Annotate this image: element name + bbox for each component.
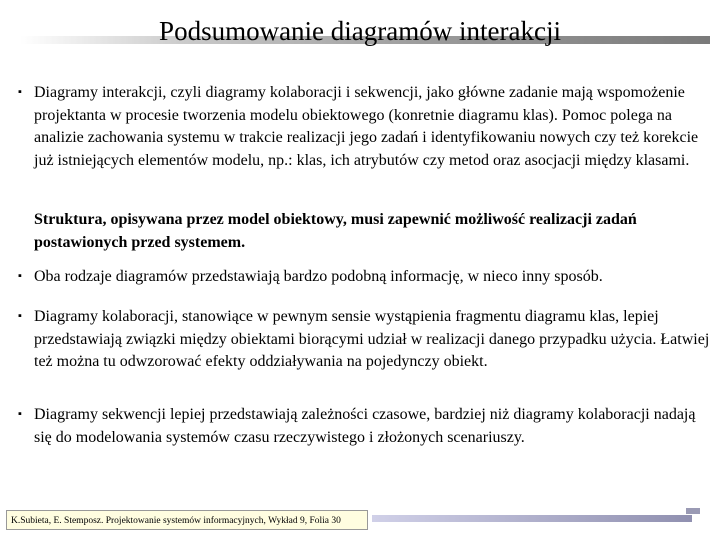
bullet-3 [18,305,720,374]
bullet-marker-icon: ▪ [18,270,22,282]
slide-title: Podsumowanie diagramów interakcji [159,16,561,46]
bullet-4-text: Diagramy sekwencji lepiej przedstawiają zależności czasowe, bardziej niż diagramy kolaboracji nadają się do modelowania systemów czasu rzeczywistego i złożonych scenariuszy. [34,406,696,446]
footer-citation: K.Subieta, E. Stemposz. Projektowanie systemów informacyjnych, Wykład 9, Folia 30 [6,510,368,530]
bullet-marker-icon: ▪ [18,86,22,98]
bullet-2-text: Oba rodzaje diagramów przedstawiają bardzo podobną informację, w nieco inny sposób. [34,268,603,285]
bullet-4 [18,403,704,449]
bullet-1-text: Diagramy interakcji, czyli diagramy kolaboracji i sekwencji, jako główne zadanie mają wspomożenie projektanta w procesie tworzenia modelu obiektowego (konretnie diagramu klas). Pomoc polega na analizie zachowania systemu w trakcie realizacji jego zadań i identyfikowaniu nowych czy też korekcie już istniejących elementów modelu, np.: klas, ich atrybutów czy metod oraz asocjacji między klasami. [34,84,699,169]
emphasis-statement: Struktura, opisywana przez model obiektowy, musi zapewnić możliwość realizacji zadań postawionych przed systemem. [34,211,637,251]
corner-decoration [686,508,700,514]
bullet-3-text: Diagramy kolaboracji, stanowiące w pewnym sensie wystąpienia fragmentu diagramu klas, lepiej przedstawiają związki między obiektami biorącymi udział w realizacji danego przypadku użycia. Łatwiej też można tu odwzorować efekty oddziaływania na pojedynczy obiekt. [34,308,710,370]
footer-decoration-bar [372,515,692,522]
bullet-1 [18,81,704,172]
bullet-2 [18,265,720,289]
bullet-marker-icon: ▪ [18,408,22,420]
bullet-marker-icon: ▪ [18,310,22,322]
